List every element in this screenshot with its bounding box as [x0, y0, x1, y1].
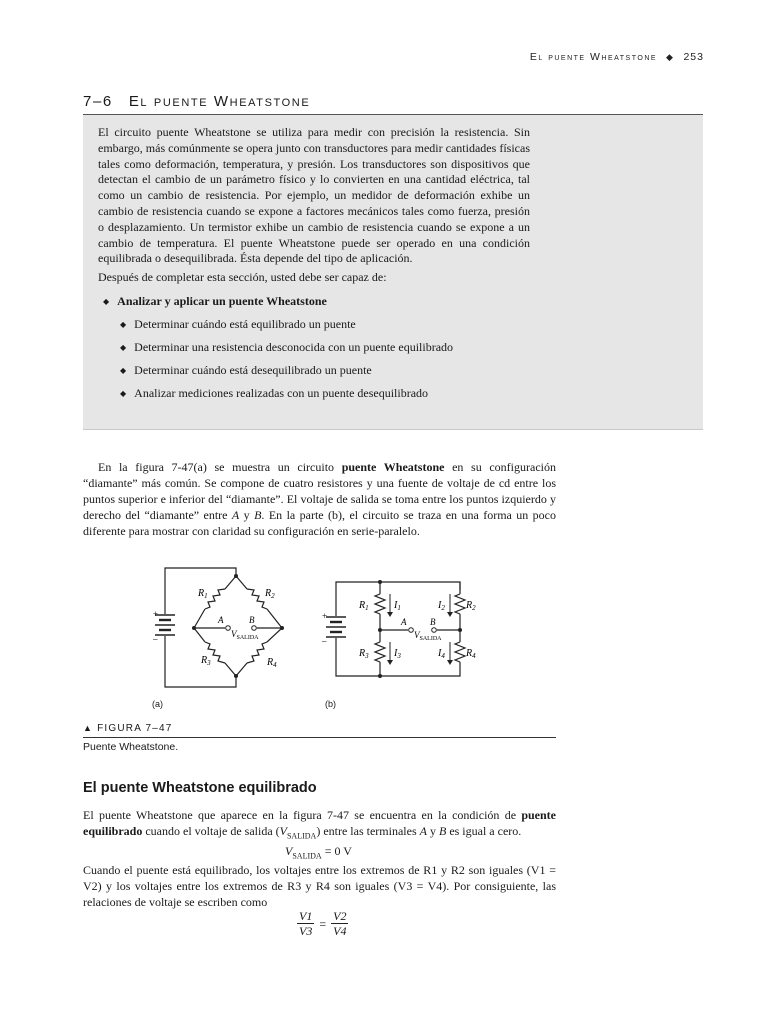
label-r4: $R_4$ [267, 657, 277, 669]
label-r1: $R_1$ [198, 588, 208, 600]
label-r2: $R_2$ [265, 588, 275, 600]
label-r4: $R_4$ [466, 648, 476, 660]
resistor-r4-icon [455, 630, 465, 666]
running-head-title: El puente Wheatstone [529, 51, 658, 63]
label-i4: $I_4$ [438, 648, 445, 660]
figure-caption-title: ▲ FIGURA 7–47 [83, 723, 173, 734]
battery-minus-label: – [322, 636, 327, 646]
section-number: 7–6 [83, 93, 113, 110]
current-arrow-i3-icon [387, 642, 393, 665]
circuit-diagram-b [318, 570, 476, 685]
objectives-lead: Después de completar esta sección, usted debe ser capaz de: [98, 270, 387, 284]
resistor-r1-icon [375, 582, 385, 630]
resistor-r3-icon [194, 628, 236, 676]
objective-main-text: Analizar y aplicar un puente Wheatstone [117, 294, 327, 308]
objective-item [120, 317, 356, 332]
diamond-icon: ◆ [666, 52, 675, 62]
figure-caption-rule [83, 737, 556, 738]
circuit-diagram-a [143, 562, 293, 692]
figure-part-b-label: (b) [325, 699, 336, 709]
objective-item [120, 363, 372, 378]
label-r3: $R_3$ [359, 648, 369, 660]
triangle-up-icon: ▲ [83, 723, 94, 733]
battery-plus-label: + [322, 611, 328, 621]
diamond-bullet-icon: ◆ [120, 389, 127, 398]
resistor-r3-icon [375, 630, 385, 676]
label-r1: $R_1$ [359, 600, 369, 612]
resistor-r1-icon [194, 576, 236, 628]
running-head [530, 51, 704, 63]
label-vout: $V_{SALIDA}$ [231, 629, 259, 641]
diamond-bullet-icon: ◆ [120, 320, 127, 329]
current-arrow-i4-icon [447, 642, 453, 665]
equation-voltage-ratio: $\frac{V1}{V3}$ = $\frac{V2}{V4}$ [299, 909, 347, 938]
body-paragraph-2: El puente Wheatstone que aparece en la figura 7-47 se encuentra en la condición de puente equilibrado cuando el voltaje de salida $(V_{SALIDA})$ entre las terminales A y B es igual a cero. [83, 808, 556, 841]
figure-caption-text: Puente Wheatstone. [83, 741, 179, 753]
label-vout: $V_{SALIDA}$ [414, 630, 442, 642]
label-r3: $R_3$ [201, 655, 211, 667]
objective-text: Determinar cuándo está equilibrado un puente [134, 317, 356, 331]
label-node-b: B [430, 617, 436, 627]
current-arrow-i2-icon [447, 594, 453, 617]
objective-text: Determinar una resistencia desconocida con un puente equilibrado [134, 340, 454, 354]
diamond-bullet-icon: ◆ [120, 343, 127, 352]
page-number: 253 [683, 51, 704, 63]
label-i3: $I_3$ [394, 648, 401, 660]
objective-text: Determinar cuándo está desequilibrado un puente [134, 363, 372, 377]
label-i2: $I_2$ [438, 600, 445, 612]
objective-main [103, 294, 327, 309]
battery-minus-label: – [153, 634, 158, 644]
body-paragraph-1: En la figura 7-47(a) se muestra un circuito puente Wheatstone en su configuración “diamante” más común. Se compone de cuatro resistores y una fuente de voltaje de cd entre los puntos superior e inferior del “diamante”. El voltaje de salida se toma entre los puntos izquierdo y derecho del “diamante” entre A y B. En la parte (b), el circuito se traza en una forma un poco diferente para mostrar con claridad su configuración en serie-paralelo. [83, 460, 556, 538]
objective-item [120, 340, 453, 355]
label-node-b: B [249, 615, 255, 625]
objective-text: Analizar mediciones realizadas con un puente desequilibrado [134, 386, 429, 400]
body-paragraph-3: Cuando el puente está equilibrado, los voltajes entre los extremos de R1 y R2 son iguales (V1 = V2) y los voltajes entre los extremos de R3 y R4 son iguales (V3 = V4). Por consiguiente, las relaciones de voltaje se escriben como [83, 863, 556, 909]
resistor-r2-icon [455, 582, 465, 630]
label-node-a: A [401, 617, 407, 627]
intro-paragraph: El circuito puente Wheatstone se utiliza para medir con precisión la resistencia. Sin embargo, más comúnmente se opera junto con transductores para medir cantidades físicas tales como deformación, temperatura, y presión. Los transductores son dispositivos que detectan el cambio de un parámetro físico y lo convierten en una cantidad eléctrica, tal como un cambio de resistencia. Por ejemplo, un medidor de deformación exhibe un cambio de resistencia cuando se expone a factores mecánicos tales como fuerza, presión o desplazamiento. Un termistor exhibe un cambio de resistencia cuando se expone a un cambio de temperatura. El puente Wheatstone puede ser operado en una condición equilibrada o desequilibrada. Ésta depende del tipo de aplicación. [98, 125, 530, 266]
objective-item [120, 386, 428, 401]
battery-plus-label: + [153, 609, 159, 619]
diamond-bullet-icon: ◆ [103, 297, 110, 306]
section-heading [83, 93, 310, 110]
equation-vout-zero: $V_{SALIDA} = 0$ V [285, 844, 352, 861]
battery-icon [326, 617, 346, 637]
subsection-heading: El puente Wheatstone equilibrado [83, 780, 317, 796]
section-intro-box [83, 115, 703, 430]
label-node-a: A [218, 615, 224, 625]
diamond-bullet-icon: ◆ [120, 366, 127, 375]
term-puente-wheatstone: puente Wheatstone [341, 460, 445, 474]
current-arrow-i1-icon [387, 594, 393, 617]
label-r2: $R_2$ [466, 600, 476, 612]
section-title: El puente Wheatstone [128, 93, 311, 110]
figure-part-a-label: (a) [152, 699, 163, 709]
label-i1: $I_1$ [394, 600, 401, 612]
resistor-r2-icon [236, 576, 282, 628]
term-puente-equilibrado: puente equilibrado [83, 808, 556, 838]
